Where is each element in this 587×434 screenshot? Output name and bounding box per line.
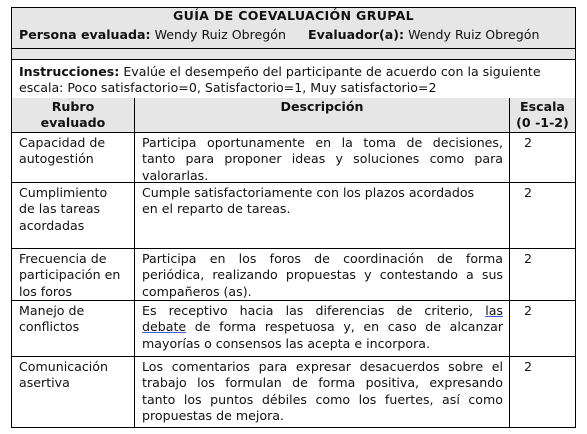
persona-line	[19, 27, 539, 43]
descripcion-line	[142, 303, 503, 319]
rubro-cell	[12, 183, 134, 248]
spacer-row	[11, 49, 576, 59]
descripcion-fragment: Es receptivo hacia las diferencias de criterio,	[142, 303, 474, 318]
escala-cell	[509, 301, 575, 356]
descripcion-line: Cumple satisfactoriamente con los plazos acordados	[142, 185, 475, 200]
descripcion-fragment: debate	[142, 319, 187, 335]
descripcion-line: trabajo los formulan de forma positiva, expresando	[142, 375, 503, 391]
descripcion-line: Participa en los foros de coordinación de forma	[142, 251, 503, 266]
rubro-line: de las tareas	[19, 201, 101, 217]
table-title: GUÍA DE COEVALUACIÓN GRUPAL	[173, 8, 414, 23]
escala-cell	[509, 357, 575, 427]
descripcion-line: tanto para proponer ideas y soluciones como para	[142, 151, 503, 167]
header-escala-line2: (0 -1-2)	[516, 115, 569, 131]
descripcion-cell	[134, 133, 509, 182]
rubro-line: acordadas	[19, 217, 85, 233]
header-escala	[509, 98, 575, 132]
table-row	[11, 183, 576, 249]
persona-row	[11, 24, 576, 49]
rubro-cell	[12, 301, 134, 356]
descripcion-line: compañeros (as).	[142, 283, 252, 299]
header-row	[11, 98, 576, 133]
rubro-cell	[12, 249, 134, 300]
escala-value: 2	[524, 135, 533, 150]
descripcion-line	[142, 319, 503, 335]
header-escala-line1: Escala	[520, 99, 565, 114]
rubro-line: conflictos	[19, 319, 80, 335]
rubro-line: Capacidad de	[19, 135, 106, 150]
rubro-line: Frecuencia de	[19, 251, 107, 266]
header-rubro	[12, 98, 134, 132]
rubro-cell	[12, 357, 134, 427]
persona-value: Wendy Ruiz Obregón	[154, 27, 286, 42]
rubro-line: Cumplimiento	[19, 185, 108, 200]
table-row	[11, 301, 576, 357]
rubro-line: Manejo de	[19, 303, 85, 318]
escala-cell	[509, 183, 575, 248]
evaluador-label: Evaluador(a):	[308, 27, 405, 42]
escala-value: 2	[524, 185, 533, 200]
instrucciones-label: Instrucciones:	[19, 64, 120, 79]
table-row	[11, 133, 576, 183]
instrucciones-line2: escala: Poco satisfactorio=0, Satisfactorio=1, Muy satisfactorio=2	[19, 80, 437, 96]
descripcion-line: valorarlas.	[142, 167, 209, 183]
escala-cell	[509, 249, 575, 300]
header-rubro-line1: Rubro	[51, 99, 95, 114]
descripcion-line: Los comentarios para expresar desacuerdos sobre el	[142, 359, 503, 374]
persona-label: Persona evaluada:	[19, 27, 151, 42]
rubro-line: participación en	[19, 267, 121, 283]
descripcion-line: mayorías o consensos las acepta e incorpora.	[142, 335, 431, 351]
descripcion-line: propuestas de mejora.	[142, 407, 284, 423]
descripcion-line: Participa oportunamente en la toma de decisiones,	[142, 135, 503, 150]
descripcion-line: tanto los puntos débiles como los fuertes, así como	[142, 391, 503, 407]
evaluador-value: Wendy Ruiz Obregón	[408, 27, 540, 42]
rubro-cell	[12, 133, 134, 182]
table-row	[11, 357, 576, 428]
table-title-row	[11, 7, 576, 25]
descripcion-cell	[134, 249, 509, 300]
descripcion-fragment: de forma respetuosa y, en caso de alcanzar	[186, 319, 503, 335]
descripcion-cell	[134, 301, 509, 356]
descripcion-line: en el reparto de tareas.	[142, 201, 291, 217]
table-row	[11, 249, 576, 301]
rubro-line: los foros	[19, 283, 73, 299]
escala-value: 2	[524, 359, 533, 374]
descripcion-cell	[134, 183, 509, 248]
descripcion-line: periódica, realizando propuestas y contestando a sus	[142, 267, 503, 283]
instrucciones-text	[19, 64, 541, 97]
instrucciones-line1: Evalúe el desempeño del participante de acuerdo con la siguiente	[123, 64, 541, 79]
descripcion-fragment: las	[485, 303, 503, 318]
header-descripcion	[134, 98, 509, 132]
rubro-line: autogestión	[19, 151, 94, 167]
rubro-line: Comunicación	[19, 359, 108, 374]
header-rubro-line2: evaluado	[40, 115, 106, 131]
escala-value: 2	[524, 251, 533, 266]
header-descripcion-text: Descripción	[280, 99, 364, 114]
descripcion-cell	[134, 357, 509, 427]
escala-value: 2	[524, 303, 533, 318]
escala-cell	[509, 133, 575, 182]
rubro-line: asertiva	[19, 375, 70, 391]
instrucciones-row	[11, 59, 576, 99]
